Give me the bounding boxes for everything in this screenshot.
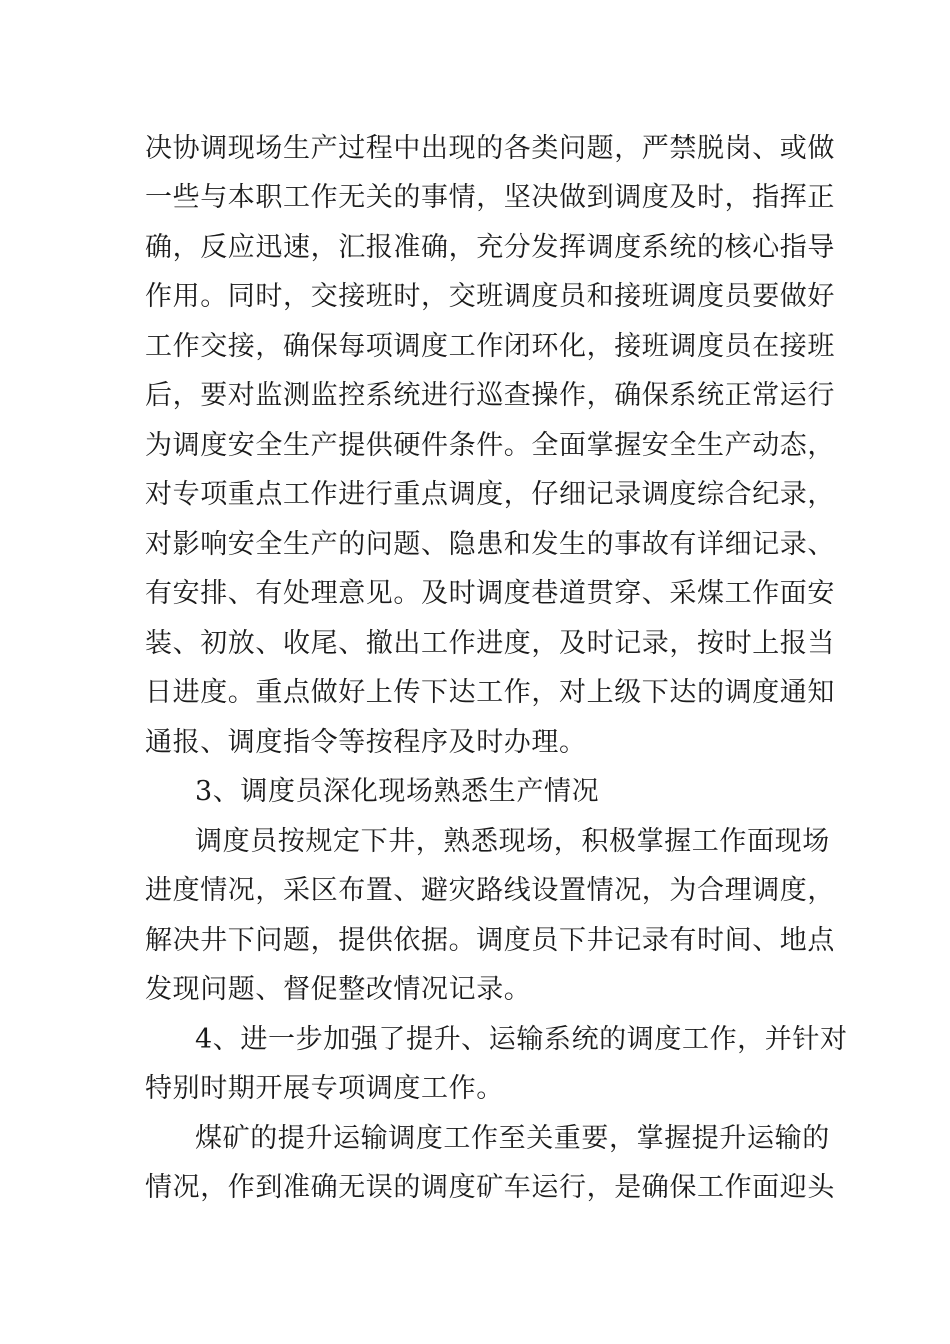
text-line: 作用。同时，交接班时，交班调度员和接班调度员要做好 (145, 281, 835, 312)
text-line: 对专项重点工作进行重点调度，仔细记录调度综合纪录， (145, 479, 835, 510)
text-line: 发现问题、督促整改情况记录。 (145, 974, 532, 1005)
text-line: 情况，作到准确无误的调度矿车运行，是确保工作面迎头 (145, 1172, 835, 1203)
text-line: 日进度。重点做好上传下达工作，对上级下达的调度通知 (145, 677, 835, 708)
text-line: 进度情况，采区布置、避灾路线设置情况，为合理调度， (145, 875, 835, 906)
text-line: 工作交接，确保每项调度工作闭环化，接班调度员在接班 (145, 331, 835, 362)
text-line: 通报、调度指令等按程序及时办理。 (145, 727, 587, 758)
text-line: 后，要对监测监控系统进行巡查操作，确保系统正常运行 (145, 380, 835, 411)
text-line: 一些与本职工作无关的事情，坚决做到调度及时，指挥正 (145, 182, 835, 213)
section-heading: 3、调度员深化现场熟悉生产情况 (195, 776, 600, 807)
paragraph-first-line: 煤矿的提升运输调度工作至关重要，掌握提升运输的 (195, 1123, 830, 1154)
text-line: 确，反应迅速，汇报准确，充分发挥调度系统的核心指导 (145, 232, 835, 263)
text-line: 特别时期开展专项调度工作。 (145, 1073, 504, 1104)
section-heading: 4、进一步加强了提升、运输系统的调度工作，并针对 (195, 1024, 848, 1055)
paragraph-first-line: 调度员按规定下井，熟悉现场，积极掌握工作面现场 (195, 826, 830, 857)
text-line: 为调度安全生产提供硬件条件。全面掌握安全生产动态， (145, 430, 835, 461)
text-line: 对影响安全生产的问题、隐患和发生的事故有详细记录、 (145, 529, 835, 560)
text-line: 装、初放、收尾、撤出工作进度，及时记录，按时上报当 (145, 628, 835, 659)
text-line: 解决井下问题，提供依据。调度员下井记录有时间、地点 (145, 925, 835, 956)
text-line: 决协调现场生产过程中出现的各类问题，严禁脱岗、或做 (145, 133, 835, 164)
text-line: 有安排、有处理意见。及时调度巷道贯穿、采煤工作面安 (145, 578, 835, 609)
